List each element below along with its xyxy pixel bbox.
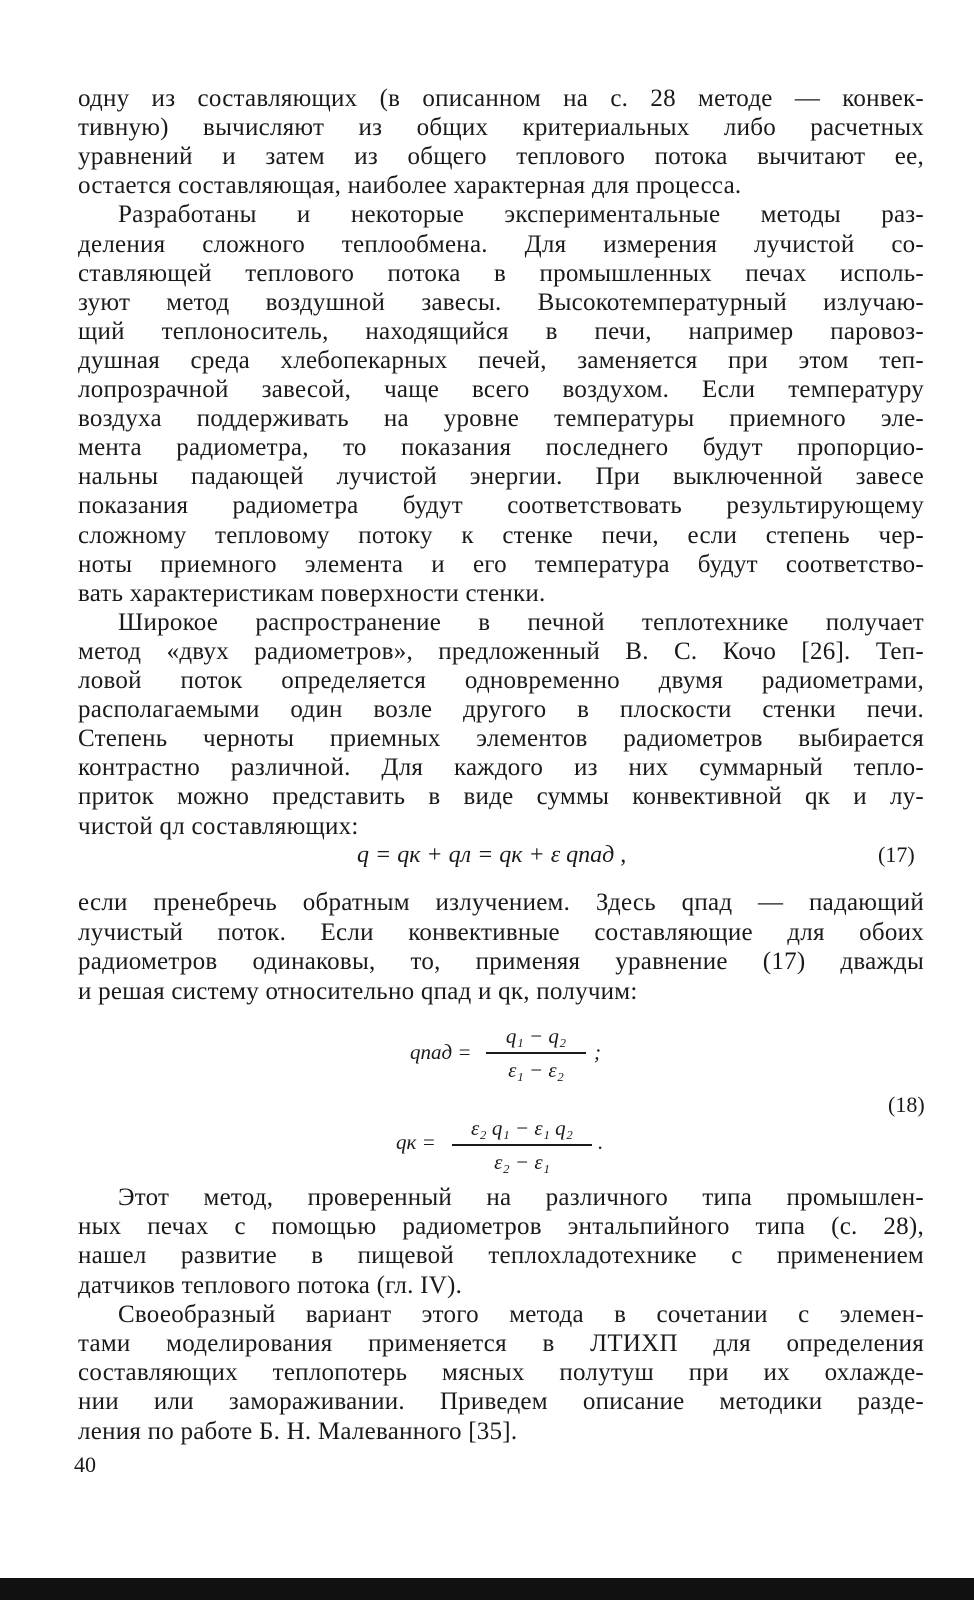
text-line: тивную) вычисляют из общих критериальных либо расчетных bbox=[78, 114, 924, 142]
equation-18a-denominator: ε₁ − ε₂ bbox=[508, 1058, 564, 1082]
text-line: метод «двух радиометров», предложенный В. С. Кочо [26]. Теп- bbox=[78, 637, 924, 665]
text-line: Своеобразный вариант этого метода в сочетании с элемен- bbox=[118, 1300, 924, 1328]
text-line: ловой поток определяется одновременно двумя радиометрами, bbox=[78, 667, 924, 694]
text-line: ноты приемного элемента и его температура будут соответство- bbox=[78, 550, 924, 578]
text-line: ления по работе Б. Н. Малеванного [35]. bbox=[78, 1417, 518, 1445]
equation-17-number: (17) bbox=[878, 842, 915, 867]
text-line: радиометров одинаковы, то, применяя уравнение (17) дважды bbox=[78, 948, 924, 975]
text-line: Этот метод, проверенный на различного типа промышлен- bbox=[118, 1184, 924, 1211]
text-line: показания радиометра будут соответствовать результирующему bbox=[78, 492, 924, 520]
text-line: ставляющей теплового потока в промышленных печах исполь- bbox=[78, 259, 924, 287]
scan-bottom-edge bbox=[0, 1578, 974, 1600]
equation-18b-numerator: ε₂ q₁ − ε₁ q₂ bbox=[471, 1116, 573, 1140]
text-line: контрастно различной. Для каждого из них суммарный тепло- bbox=[78, 754, 924, 782]
equation-18a-fraction-bar bbox=[486, 1052, 586, 1054]
text-line: уравнений и затем из общего теплового потока вычитают ее, bbox=[78, 143, 924, 171]
text-line: приток можно представить в виде суммы конвективной qк и лу- bbox=[78, 783, 924, 811]
equation-18b-denominator: ε₂ − ε₁ bbox=[494, 1150, 550, 1174]
text-line: тами моделирования применяется в ЛТИХП для определения bbox=[78, 1330, 924, 1357]
text-line: душная среда хлебопекарных печей, заменяется при этом теп- bbox=[78, 346, 924, 374]
text-line: Широкое распространение в печной теплотехнике получает bbox=[118, 608, 924, 636]
equation-18a-lhs: qпад = bbox=[410, 1040, 472, 1064]
text-line: и решая систему относительно qпад и qк, получим: bbox=[78, 977, 638, 1005]
text-line: датчиков теплового потока (гл. IV). bbox=[78, 1271, 463, 1299]
page-number: 40 bbox=[74, 1452, 96, 1477]
text-line: сложному тепловому потоку к стенке печи, если степень чер- bbox=[78, 521, 924, 549]
text-line: если пренебречь обратным излучением. Здесь qпад — падающий bbox=[78, 889, 924, 916]
equation-18-number: (18) bbox=[888, 1092, 925, 1117]
text-line: нии или замораживании. Приведем описание методики разде- bbox=[78, 1388, 924, 1416]
equation-18b-fraction-bar bbox=[452, 1144, 592, 1146]
text-line: воздуха поддерживать на уровне температуры приемного эле- bbox=[78, 405, 924, 433]
text-line: одну из составляющих (в описанном на с. 28 методе — конвек- bbox=[78, 85, 924, 112]
text-line: ных печах с помощью радиометров энтальпийного типа (с. 28), bbox=[78, 1213, 924, 1241]
text-line: Степень черноты приемных элементов радиометров выбирается bbox=[78, 725, 924, 753]
text-line: чистой qл составляющих: bbox=[78, 812, 359, 840]
text-line: щий теплоноситель, находящийся в печи, например паровоз- bbox=[78, 317, 924, 345]
text-line: нальны падающей лучистой энергии. При выключенной завесе bbox=[78, 463, 924, 491]
text-line: остается составляющая, наиболее характерная для процесса. bbox=[78, 172, 742, 200]
equation-18a-tail: ; bbox=[594, 1040, 601, 1064]
text-line: Разработаны и некоторые экспериментальные методы раз- bbox=[118, 201, 924, 229]
text-line: вать характеристикам поверхности стенки. bbox=[78, 579, 546, 607]
text-line: составляющих теплопотерь мясных полутуш при их охлажде- bbox=[78, 1359, 924, 1387]
equation-18a-numerator: q₁ − q₂ bbox=[505, 1024, 567, 1048]
equation-18b-lhs: qк = bbox=[396, 1130, 436, 1154]
text-line: деления сложного теплообмена. Для измерения лучистой со- bbox=[78, 230, 924, 258]
equation-17: q = qк + qл = qк + ε qпад , bbox=[357, 842, 627, 868]
text-line: лучистый поток. Если конвективные составляющие для обоих bbox=[78, 918, 924, 946]
text-line: нашел развитие в пищевой теплохладотехнике с применением bbox=[78, 1242, 924, 1270]
text-line: располагаемыми один возле другого в плоскости стенки печи. bbox=[78, 696, 924, 724]
text-line: лопрозрачной завесой, чаще всего воздухом. Если температуру bbox=[78, 376, 924, 403]
text-line: мента радиометра, то показания последнего будут пропорцио- bbox=[78, 434, 924, 462]
equation-18b-tail: . bbox=[598, 1130, 604, 1154]
text-line: зуют метод воздушной завесы. Высокотемпературный излучаю- bbox=[78, 288, 924, 316]
